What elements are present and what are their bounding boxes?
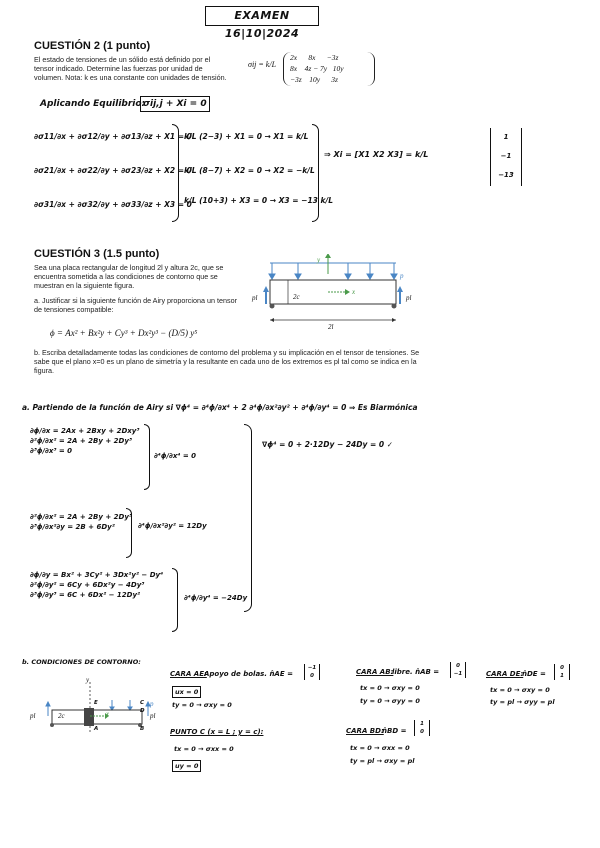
sol-b-fig-C: C bbox=[140, 700, 145, 706]
sol-a-g2-res: ∂⁴ϕ/∂x²∂y² = 12Dy bbox=[138, 522, 207, 530]
bd-desc: n̂BD = bbox=[382, 727, 407, 735]
fig-2c-label: 2c bbox=[293, 293, 300, 301]
q2-result: ⇒ Xi = [X1 X2 X3] = k/L bbox=[324, 150, 429, 159]
sol-a-g3-l3: ∂³ϕ/∂y³ = 6C + 6Dx² − 12Dy² bbox=[30, 591, 141, 599]
q2-eq1: ∂σ11/∂x + ∂σ12/∂y + ∂σ13/∂z + X1 = 0 bbox=[34, 132, 192, 141]
ab-tx: tx = 0 → σxy = 0 bbox=[360, 684, 420, 692]
sol-a-g2 bbox=[30, 512, 132, 532]
load-arrows bbox=[269, 263, 397, 279]
sol-b-fig-pl-left: pl bbox=[30, 712, 36, 720]
equilibrium-label: Aplicando Equilibrio: bbox=[40, 99, 146, 109]
sol-a-g1-l1: ∂ϕ/∂x = 2Ax + 2Bxy + 2Dxy³ bbox=[30, 427, 140, 435]
q2-left-brace bbox=[172, 124, 179, 222]
sol-a-g1 bbox=[30, 426, 139, 456]
sol-b-fig-p: p bbox=[150, 700, 154, 708]
sol-b-fig-B: B bbox=[140, 726, 145, 732]
q2-sol3: k/L (10+3) + X3 = 0 → X3 = −13 k/L bbox=[184, 196, 333, 205]
q2-eq2: ∂σ21/∂x + ∂σ22/∂y + ∂σ23/∂z + X2 = 0 bbox=[34, 166, 192, 175]
de-desc: n̂DE = bbox=[522, 670, 546, 678]
sol-b-heading: b. CONDICIONES DE CONTORNO: bbox=[22, 658, 141, 666]
ae-vec-x: −1 bbox=[307, 665, 317, 671]
q2-text: El estado de tensiones de un sólido está definido por el tensor indicado. Determine las fuerzas por unidad de volumen. Nota: k es una constante con unidades de tensión. bbox=[34, 55, 227, 82]
q3-item-b: b. Escriba detalladamente todas las condiciones de contorno del problema y su implicación en el tensor de tensiones. Se sabe que el plano x=0 es un plano de simetría y la resultante en cada uno de los extremos es pl tal como se indica en la figura. bbox=[34, 348, 420, 375]
sol-a-g1-l3: ∂³ϕ/∂x³ = 0 bbox=[30, 447, 73, 455]
sol-a-g2-brace bbox=[126, 508, 132, 558]
ab-desc: libre. n̂AB = bbox=[392, 668, 440, 676]
bd-vec-y: 0 bbox=[420, 729, 424, 735]
q2-sol1: k/L (2−3) + X1 = 0 → X1 = k/L bbox=[184, 132, 309, 141]
sol-a-g3-res: ∂⁴ϕ/∂y⁴ = −24Dy bbox=[184, 594, 248, 602]
bd-tx: tx = 0 → σxx = 0 bbox=[350, 744, 410, 752]
sol-b-fig-y: y bbox=[86, 676, 90, 684]
ab-vec-y: −1 bbox=[453, 671, 463, 677]
sol-a-final: ∇ϕ⁴ = 0 + 2·12Dy − 24Dy = 0 ✓ bbox=[262, 440, 394, 449]
q2-right-brace bbox=[312, 124, 319, 222]
fig-y-label: y bbox=[317, 256, 321, 264]
fig-p-label: p bbox=[400, 272, 404, 280]
fig-pl-left: pl bbox=[252, 294, 258, 302]
sol-a-g2-l2: ∂³ϕ/∂x²∂y = 2B + 6Dy² bbox=[30, 523, 115, 531]
sol-b-figure bbox=[28, 676, 158, 736]
q3-text: Sea una placa rectangular de longitud 2l y altura 2c, que se encuentra sometida a las condiciones de contorno que se muestran en la siguiente figura. bbox=[34, 263, 224, 290]
de-tx: tx = 0 → σxy = 0 bbox=[490, 686, 550, 694]
ab-title: CARA AB: bbox=[356, 668, 394, 676]
pc-uy: uy = 0 bbox=[172, 760, 201, 772]
q2-title: CUESTIÓN 2 (1 punto) bbox=[34, 40, 151, 52]
de-vec-x: 0 bbox=[560, 665, 564, 671]
q2-result-x1: 1 bbox=[503, 133, 509, 141]
tensor-lhs: σij = k/L bbox=[248, 60, 277, 69]
sol-b-fig-x: x bbox=[106, 710, 110, 718]
ab-vec-x: 0 bbox=[456, 663, 460, 669]
airy-function: ϕ = Ax² + Bx²y + Cy³ + Dx²y³ − (D/5) y⁵ bbox=[50, 328, 198, 338]
sol-a-big-brace bbox=[244, 424, 252, 612]
q2-result-x2: −1 bbox=[500, 152, 512, 160]
ae-ux: ux = 0 bbox=[172, 686, 201, 698]
sol-a-g1-res: ∂⁴ϕ/∂x⁴ = 0 bbox=[154, 452, 197, 460]
de-vec-y: 1 bbox=[560, 673, 564, 679]
tensor-matrix bbox=[283, 52, 375, 86]
sol-b-fig-E: E bbox=[94, 700, 98, 706]
q2-result-x3: −13 bbox=[498, 171, 514, 179]
bd-title: CARA BD: bbox=[346, 727, 384, 735]
ae-vector bbox=[304, 664, 320, 680]
pc-title: PUNTO C (x = L ; y = c): bbox=[170, 728, 264, 736]
sol-b-fig-A: A bbox=[94, 726, 99, 732]
sol-a-g2-l1: ∂²ϕ/∂x² = 2A + 2By + 2Dy³ bbox=[30, 513, 132, 521]
bd-ty: ty = pl → σxy = pl bbox=[350, 757, 415, 765]
de-ty: ty = pl → σyy = pl bbox=[490, 698, 555, 706]
sol-a-g1-brace bbox=[144, 424, 150, 490]
sol-a-g3-l1: ∂ϕ/∂y = Bx² + 3Cy² + 3Dx²y² − Dy⁴ bbox=[30, 571, 164, 579]
exam-title: EXAMEN 16|10|2024 bbox=[205, 6, 319, 26]
sol-a-heading: a. Partiendo de la función de Airy si ∇ϕ⁴ = ∂⁴ϕ/∂x⁴ + 2 ∂⁴ϕ/∂x²∂y² + ∂⁴ϕ/∂y⁴ = 0 ⇒ Es Biarmónica bbox=[22, 403, 418, 412]
bd-vector bbox=[414, 720, 430, 736]
q2-result-vector bbox=[490, 128, 522, 186]
ae-title: CARA AE: bbox=[170, 670, 207, 678]
ae-ty: ty = 0 → σxy = 0 bbox=[172, 701, 232, 709]
de-title: CARA DE: bbox=[486, 670, 524, 678]
tensor-row-3: −3z 10y 3z bbox=[290, 75, 338, 84]
q3-item-a: a. Justificar si la siguiente función de Airy proporciona un tensor de tensiones compatible: bbox=[34, 296, 237, 314]
de-vector bbox=[554, 664, 570, 680]
bd-vec-x: 1 bbox=[420, 721, 424, 727]
sol-a-g3 bbox=[30, 570, 163, 600]
sol-b-fig-pl-right: pl bbox=[150, 712, 156, 720]
q2-sol2: k/L (8−7) + X2 = 0 → X2 = −k/L bbox=[184, 166, 315, 175]
q2-eq3: ∂σ31/∂x + ∂σ32/∂y + ∂σ33/∂z + X3 = 0 bbox=[34, 200, 192, 209]
ab-vector bbox=[450, 662, 466, 678]
ae-desc: Apoyo de bolas. n̂AE = bbox=[204, 670, 293, 678]
sol-b-fig-D: D bbox=[140, 708, 145, 714]
equilibrium-eq: σij,j + Xi = 0 bbox=[140, 96, 210, 112]
ab-ty: ty = 0 → σyy = 0 bbox=[360, 697, 420, 705]
sol-a-g1-l2: ∂²ϕ/∂x² = 2A + 2By + 2Dy³ bbox=[30, 437, 132, 445]
q3-title: CUESTIÓN 3 (1.5 punto) bbox=[34, 248, 160, 260]
tensor-row-1: 2x 8x −3z bbox=[290, 53, 339, 62]
fig-2l-label: 2l bbox=[328, 323, 334, 331]
sol-a-g3-l2: ∂²ϕ/∂y² = 6Cy + 6Dx²y − 4Dy³ bbox=[30, 581, 145, 589]
fig-x-label: x bbox=[352, 288, 356, 296]
tensor-row-2: 8x 4z − 7y 10y bbox=[290, 64, 344, 73]
sol-a-g3-brace bbox=[172, 568, 178, 632]
q3-plate-figure bbox=[248, 254, 428, 334]
pc-tx: tx = 0 → σxx = 0 bbox=[174, 745, 234, 753]
fig-pl-right: pl bbox=[406, 294, 412, 302]
ae-vec-y: 0 bbox=[310, 673, 314, 679]
sol-b-fig-2c: 2c bbox=[58, 712, 65, 720]
